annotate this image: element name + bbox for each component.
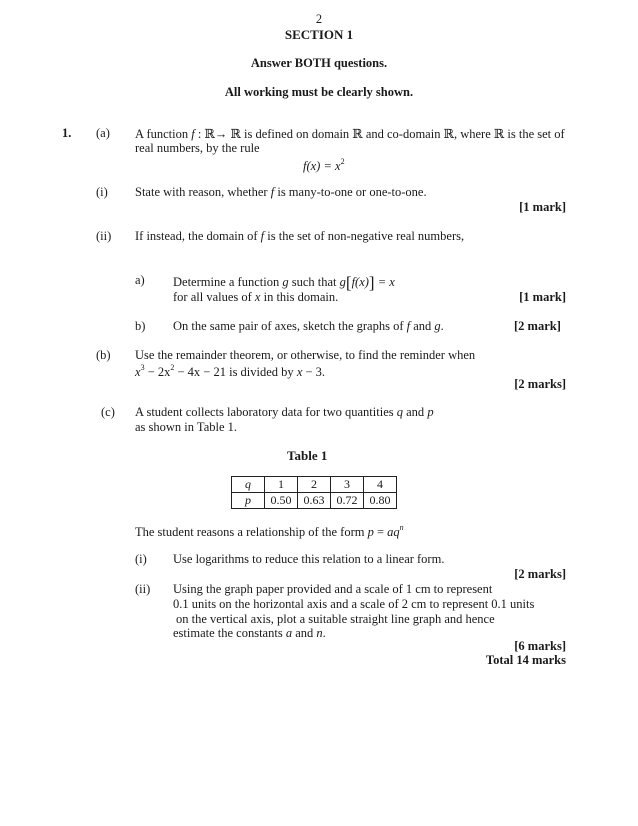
part-b-polynomial: $x^3 - 2x^2 - 4x - 21$ is divided by x − 3. (135, 363, 326, 379)
table-cell: 0.50 (265, 493, 298, 509)
instruction-working: All working must be clearly shown. (224, 85, 414, 99)
part-c-line1: A student collects laboratory data for two quantities q and p (135, 405, 434, 419)
sub-b-marks: [2 mark] (514, 319, 561, 333)
data-table (231, 476, 397, 509)
sub-a-marks: [1 mark] (519, 290, 566, 304)
table-cell: 0.72 (331, 493, 364, 509)
instruction-answer-both: Answer BOTH questions. (250, 56, 388, 70)
sub-b-text: On the same pair of axes, sketch the graphs of f and g. (173, 319, 444, 333)
sub-b-label: b) (135, 319, 146, 333)
relation-text: The student reasons a relationship of the form $p = aq^n$ (135, 523, 404, 539)
part-c-line2: as shown in Table 1. (135, 420, 238, 434)
part-a-line2: real numbers, by the rule (135, 141, 260, 155)
part-c-i-marks: [2 marks] (514, 567, 566, 581)
table-title: Table 1 (287, 448, 328, 463)
part-c-ii-label: (ii) (135, 582, 151, 596)
sub-a-line2: for all values of x in this domain. (173, 290, 339, 304)
part-a-ii-text: If instead, the domain of f is the set of non-negative real numbers, (135, 229, 465, 243)
page-number: 2 (315, 12, 323, 26)
rule-equation: $f(x) = x^2$ (303, 157, 345, 173)
table-row-label-p: p (232, 493, 265, 509)
part-b-marks: [2 marks] (514, 377, 566, 391)
part-c-ii-line2: 0.1 units on the horizontal axis and a scale of 2 cm to represent 0.1 units (173, 597, 535, 611)
table-row-label-q: q (232, 477, 265, 493)
part-b-label: (b) (96, 348, 111, 362)
part-a-ii-label: (ii) (96, 229, 112, 243)
table-row (232, 477, 397, 493)
part-a-i-label: (i) (96, 185, 108, 199)
part-c-ii-line1: Using the graph paper provided and a scale of 1 cm to represent (173, 582, 493, 596)
table-cell: 2 (298, 477, 331, 493)
table-cell: 3 (331, 477, 364, 493)
part-a-line1: A function f : ℝ→ ℝ is defined on domain ℝ and co-domain ℝ, where ℝ is the set of (135, 127, 565, 141)
arrow-icon: → (214, 127, 228, 141)
part-c-ii-line4: estimate the constants a and n. (173, 626, 326, 640)
part-a-i-text: State with reason, whether f is many-to-one or one-to-one. (135, 185, 427, 199)
part-b-line1: Use the remainder theorem, or otherwise, to find the reminder when (135, 348, 476, 362)
part-c-i-label: (i) (135, 552, 147, 566)
part-c-ii-marks: [6 marks] (514, 639, 566, 653)
table-row (232, 493, 397, 509)
table-cell: 0.80 (364, 493, 397, 509)
table-cell: 4 (364, 477, 397, 493)
question-number: 1. (62, 126, 72, 140)
sub-a-line1: Determine a function g such that g[f(x)] = x (173, 273, 395, 292)
part-a-i-marks: [1 mark] (519, 200, 566, 214)
part-c-label: (c) (101, 405, 115, 419)
sub-a-label: a) (135, 273, 145, 287)
section-title: SECTION 1 (284, 27, 354, 42)
part-a-label: (a) (96, 126, 110, 140)
part-c-ii-line3: on the vertical axis, plot a suitable straight line graph and hence (176, 612, 495, 626)
table-cell: 1 (265, 477, 298, 493)
part-c-i-text: Use logarithms to reduce this relation to a linear form. (173, 552, 445, 566)
table-cell: 0.63 (298, 493, 331, 509)
total-marks: Total 14 marks (485, 653, 566, 667)
